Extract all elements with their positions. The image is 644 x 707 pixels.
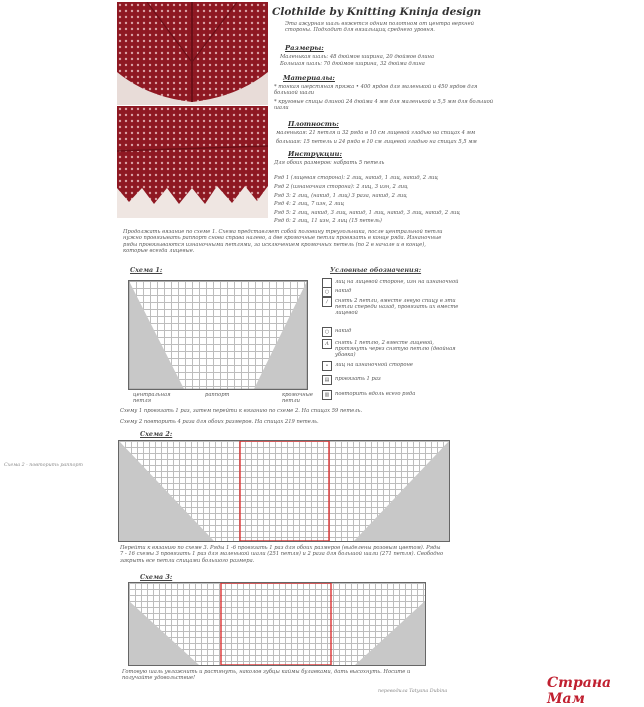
cast-on: Для обоих размеров: набрать 5 петель — [274, 160, 385, 166]
row-4: Ряд 4: 2 лиц, 7 изн, 2 лиц — [274, 201, 345, 207]
chart1-edge-label: кромочные петли — [282, 392, 313, 405]
gauge-heading: Плотность: — [288, 120, 339, 128]
legend-item: ▥ повторить вдоль всего ряда — [335, 391, 465, 397]
chart2-note: Перейти к вязанию по схеме 3. Ряды 1 -6 провязать 1 раз для обоих размеров (выделены розовым цветом). Ряды 7 - 16 схемы 3 провязать 1 раз для маленькой шали (251 петля) и 2 раза для большой шали (271 петля). Свободно закрыть все петли спицами большого размера. — [120, 545, 444, 564]
shawl-photo-bottom — [117, 106, 268, 218]
symbol-icon: / — [322, 297, 332, 307]
chart3-label: Схема 3: — [140, 573, 173, 581]
materials-needles: * круговые спицы длиной 24 дюйма 4 мм для маленькой и 5,5 мм для большой шали — [274, 99, 494, 112]
legend-item: Λ снять 1 петлю, 2 вместе лицевой, протянуть через снятую петлю (двойная убавка) — [335, 340, 465, 358]
legend-item: ○ накид — [335, 328, 465, 334]
symbol-icon: ▥ — [322, 390, 332, 400]
sizes-heading: Размеры: — [285, 44, 324, 52]
chart1-intro: Продолжать вязание по схеме 1. Схема представляет собой половину треугольника, после центральной петли нужно провязывать раппорт снова справа налево, а две кромочные петли провязать в конце ряда. Изнаночные ряды провязываются изнаночными петлями, за исключением кромочных петель (по 2 в начале и в конце), которые всегда лицевые. — [123, 229, 443, 255]
size-large: Большая шаль: 70 дюймов ширина, 32 дюйма длина — [280, 61, 425, 67]
intro-text: Эта ажурная шаль вяжется одним полотном от центра верхней стороны. Подходит для вязальщиц среднего уровня. — [285, 21, 475, 34]
legend-item: лиц на лицевой стороне, изн на изнаночной — [335, 279, 465, 285]
legend-item: ▤ провязать 1 раз — [335, 376, 465, 382]
chart1-grid — [128, 280, 308, 390]
row-6: Ряд 6: 2 лиц, 11 изн, 2 лиц (15 петель) — [274, 218, 382, 224]
symbol-icon: ▤ — [322, 375, 332, 385]
chart3-grid — [128, 582, 426, 666]
chart2-label: Схема 2: — [140, 430, 173, 438]
page-title: Clothilde by Knitting Kninja design — [272, 6, 482, 18]
chart1-note1: Схему 1 провязать 1 раз, затем перейти к вязанию по схеме 2. На спицах 59 петель. — [120, 408, 363, 414]
legend-item: ○ накид — [335, 288, 465, 294]
chart1-center-label: центральная петля — [133, 392, 171, 405]
chart1-label: Схема 1: — [130, 266, 163, 274]
finishing-text: Готовую шаль увлажнить и растянуть, наколов зубцы каймы булавками, дать высохнуть. Носите и получайте удовольствие! — [122, 669, 411, 682]
symbol-icon: ○ — [322, 287, 332, 297]
gauge-large: большая: 15 петель и 24 ряда в 10 см лицевой гладью на спицах 5,5 мм — [276, 139, 477, 145]
chart2-grid — [118, 440, 450, 542]
symbol-icon: Λ — [322, 339, 332, 349]
gauge-small: маленькая: 21 петля и 32 ряда в 10 см лицевой гладью на спицах 4 мм — [276, 130, 476, 136]
symbol-icon: ○ — [322, 327, 332, 337]
row-2: Ряд 2 (изнаночная сторона): 2 лиц, 3 изн, 2 лиц — [274, 184, 408, 190]
instructions-heading: Инструкции: — [288, 150, 342, 158]
chart1-repeat-label: раппорт — [205, 392, 230, 398]
materials-heading: Материалы: — [283, 74, 335, 82]
row-3: Ряд 3: 2 лиц, (накид, 1 лиц) 3 раза, накид, 2 лиц — [274, 193, 407, 199]
side-note: Схема 2 - повторить раппорт — [4, 463, 83, 468]
legend-item: • лиц на изнаночной стороне — [335, 362, 465, 368]
materials-yarn: * тонкая шерстяная пряжа • 400 ярдов для маленькой и 450 ярдов для большой шали — [274, 84, 478, 97]
symbol-icon: • — [322, 361, 332, 371]
row-1: Ряд 1 (лицевая сторона): 2 лиц, накид, 1 лиц, накид, 2 лиц — [274, 175, 438, 181]
legend-heading: Условные обозначения: — [330, 266, 422, 274]
shawl-photo-top — [117, 2, 268, 105]
chart1-note2: Схему 2 повторить 4 раза для обоих размеров. На спицах 219 петель. — [120, 419, 319, 425]
row-5: Ряд 5: 2 лиц, накид, 3 лиц, накид, 1 лиц, накид, 3 лиц, накид, 2 лиц — [274, 210, 460, 216]
size-small: Маленькая шаль: 48 дюймов ширина, 20 дюймов длина — [280, 54, 435, 60]
legend-item: / снять 2 петли, вместе левую спицу в эти петли спереди назад, провязать их вместе лицевой — [335, 298, 465, 316]
translator-credit: переводила Tatyana Dubina — [378, 689, 448, 694]
site-watermark: Страна Мам — [547, 675, 612, 707]
